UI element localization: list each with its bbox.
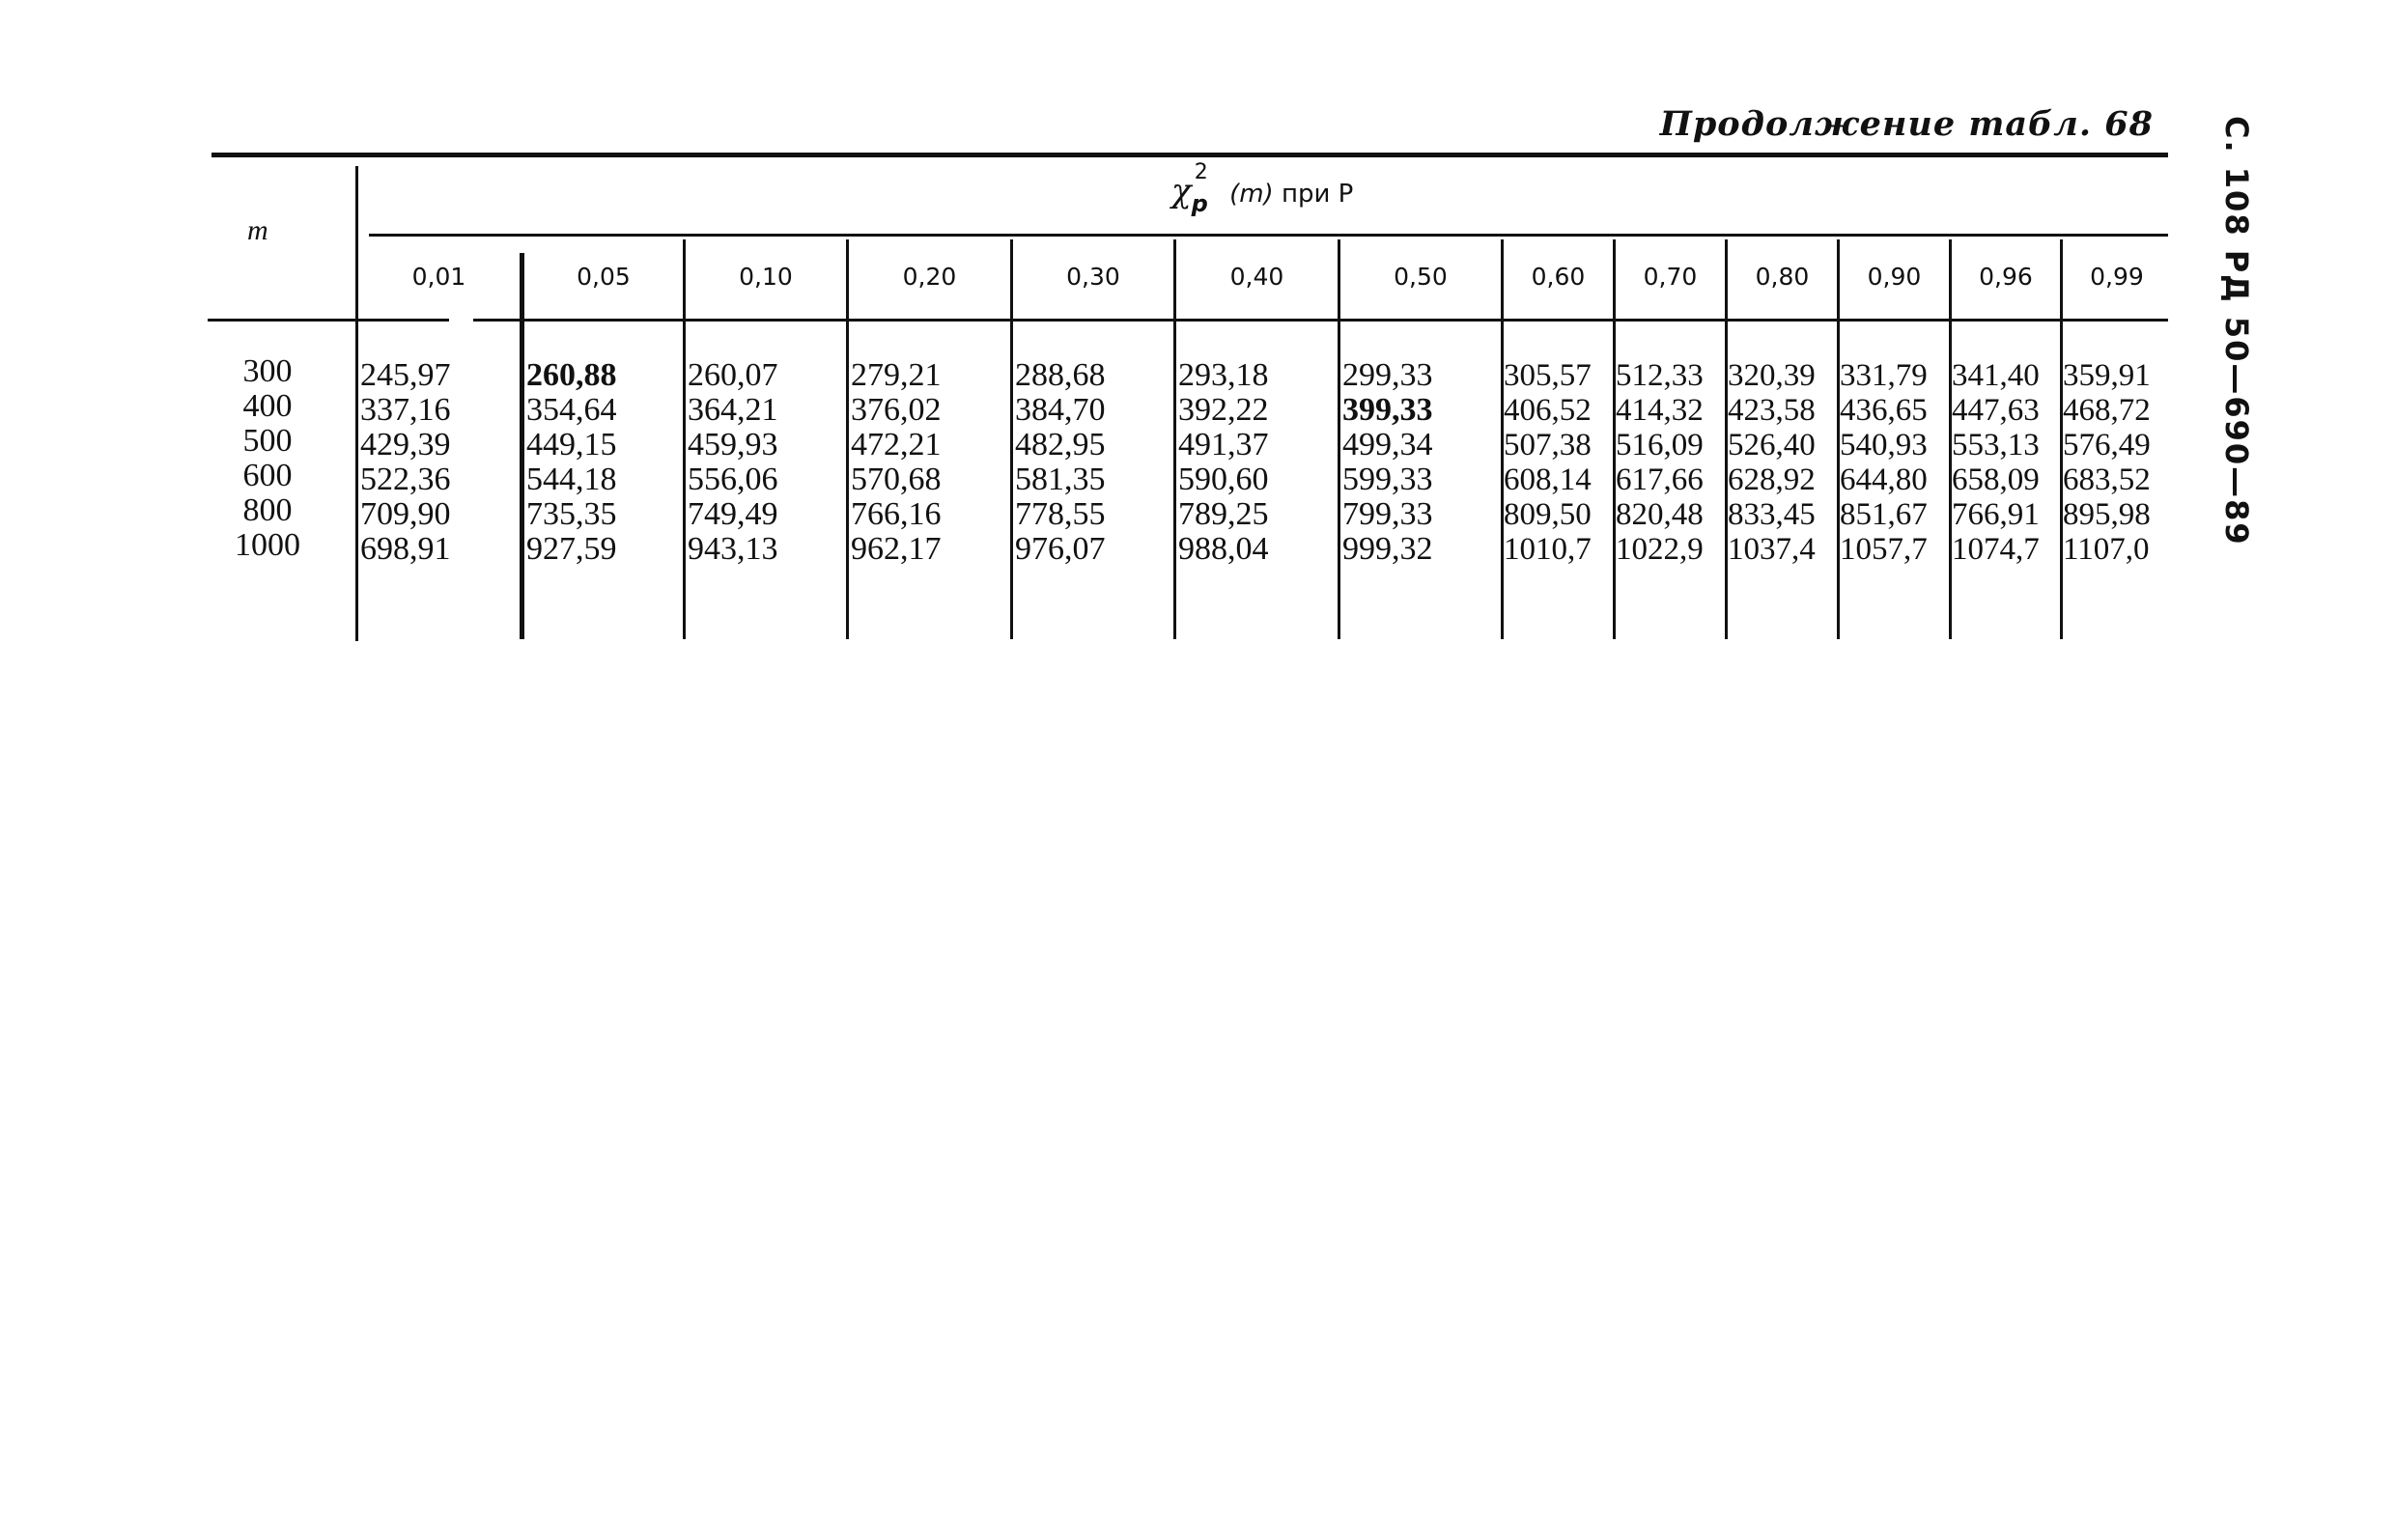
table-cell: 499,34 <box>1342 427 1433 462</box>
table-cell: 617,66 <box>1616 462 1704 497</box>
p-column-header: 0,80 <box>1755 263 1810 291</box>
table-cell: 392,22 <box>1178 392 1269 428</box>
values-column-p-0.20 <box>851 358 942 567</box>
m-value: 800 <box>242 492 293 528</box>
table-cell: 472,21 <box>851 427 942 462</box>
chi-suffix: при P <box>1281 180 1354 209</box>
table-cell: 895,98 <box>2063 497 2151 532</box>
table-cell: 1010,7 <box>1504 532 1592 567</box>
column-separator <box>355 166 358 641</box>
column-separator <box>1010 239 1013 639</box>
values-column-p-0.90 <box>1840 358 1928 567</box>
table-cell: 1057,7 <box>1840 532 1928 567</box>
table-cell: 459,93 <box>688 427 778 462</box>
table-cell: 320,39 <box>1728 358 1816 393</box>
table-cell: 245,97 <box>360 357 451 393</box>
table-cell: 436,65 <box>1840 393 1928 428</box>
table-cell: 491,37 <box>1178 427 1269 462</box>
table-cell: 778,55 <box>1015 496 1106 532</box>
table-cell: 354,64 <box>526 392 617 428</box>
header-bottom-rule-left <box>208 319 449 322</box>
table-cell: 260,88 <box>526 357 617 393</box>
values-column-p-0.50 <box>1342 358 1433 567</box>
table-cell: 540,93 <box>1840 428 1928 462</box>
column-separator <box>520 253 524 639</box>
table-cell: 608,14 <box>1504 462 1592 497</box>
m-value: 400 <box>242 388 293 424</box>
header-divider-rule <box>369 234 2168 237</box>
table-cell: 576,49 <box>2063 428 2151 462</box>
p-column-header: 0,50 <box>1394 263 1448 291</box>
values-column-p-0.70 <box>1616 358 1704 567</box>
values-column-p-0.40 <box>1178 358 1269 567</box>
p-column-header: 0,90 <box>1867 263 1922 291</box>
p-column-header: 0,10 <box>739 263 793 291</box>
row-header-m: m <box>247 214 268 246</box>
table-top-rule <box>211 153 2168 157</box>
column-separator <box>846 239 849 639</box>
values-column-p-0.96 <box>1952 358 2040 567</box>
table-cell: 260,07 <box>688 357 778 393</box>
column-separator <box>683 239 686 639</box>
values-column-p-0.01 <box>360 358 451 567</box>
table-cell: 468,72 <box>2063 393 2151 428</box>
chi-symbol: χ <box>1171 172 1192 210</box>
column-separator <box>1173 239 1176 639</box>
table-cell: 962,17 <box>851 531 942 567</box>
table-cell: 658,09 <box>1952 462 2040 497</box>
p-column-header: 0,40 <box>1229 263 1284 291</box>
chi-subscript: p <box>1191 190 1208 217</box>
table-cell: 789,25 <box>1178 496 1269 532</box>
values-column-p-0.80 <box>1728 358 1816 567</box>
table-cell: 364,21 <box>688 392 778 428</box>
table-cell: 279,21 <box>851 357 942 393</box>
table-cell: 851,67 <box>1840 497 1928 532</box>
table-cell: 1107,0 <box>2063 532 2150 567</box>
table-cell: 581,35 <box>1015 462 1106 497</box>
table-cell: 735,35 <box>526 496 617 532</box>
table-cell: 288,68 <box>1015 357 1106 393</box>
table-cell: 423,58 <box>1728 393 1816 428</box>
table-cell: 507,38 <box>1504 428 1592 462</box>
m-values-column <box>214 354 321 563</box>
table-cell: 809,50 <box>1504 497 1592 532</box>
table-cell: 599,33 <box>1342 462 1433 497</box>
table-cell: 544,18 <box>526 462 617 497</box>
table-cell: 341,40 <box>1952 358 2040 393</box>
table-cell: 766,16 <box>851 496 942 532</box>
table-cell: 399,33 <box>1342 392 1433 428</box>
table-cell: 406,52 <box>1504 393 1592 428</box>
table-cell: 628,92 <box>1728 462 1816 497</box>
m-value: 300 <box>242 353 293 389</box>
table-cell: 570,68 <box>851 462 942 497</box>
table-cell: 447,63 <box>1952 393 2040 428</box>
table-cell: 590,60 <box>1178 462 1269 497</box>
table-cell: 337,16 <box>360 392 451 428</box>
table-cell: 976,07 <box>1015 531 1106 567</box>
values-column-p-0.10 <box>688 358 778 567</box>
table-cell: 927,59 <box>526 531 617 567</box>
table-cell: 820,48 <box>1616 497 1704 532</box>
table-cell: 526,40 <box>1728 428 1816 462</box>
m-value: 600 <box>242 458 293 493</box>
chi-argument: (m) <box>1229 180 1274 209</box>
table-cell: 766,91 <box>1952 497 2040 532</box>
m-value: 1000 <box>235 527 300 563</box>
page-running-header: С. 108 РД 50—690—89 <box>2218 116 2255 546</box>
table-cell: 683,52 <box>2063 462 2151 497</box>
table-cell: 449,15 <box>526 427 617 462</box>
column-separator <box>1338 239 1340 639</box>
table-cell: 749,49 <box>688 496 778 532</box>
table-cell: 299,33 <box>1342 357 1433 393</box>
table-cell: 556,06 <box>688 462 778 497</box>
table-cell: 482,95 <box>1015 427 1106 462</box>
table-cell: 516,09 <box>1616 428 1704 462</box>
p-column-header: 0,70 <box>1643 263 1698 291</box>
table-cell: 522,36 <box>360 462 451 497</box>
values-column-p-0.30 <box>1015 358 1106 567</box>
table-cell: 384,70 <box>1015 392 1106 428</box>
table-cell: 709,90 <box>360 496 451 532</box>
p-column-header: 0,30 <box>1066 263 1120 291</box>
table-cell: 833,45 <box>1728 497 1816 532</box>
table-cell: 1074,7 <box>1952 532 2040 567</box>
table-cell: 1022,9 <box>1616 532 1704 567</box>
table-cell: 429,39 <box>360 427 451 462</box>
table-cell: 293,18 <box>1178 357 1269 393</box>
chi-square-group-header <box>1171 160 1354 217</box>
p-column-header: 0,01 <box>411 263 466 291</box>
table-cell: 943,13 <box>688 531 778 567</box>
table-cell: 359,91 <box>2063 358 2151 393</box>
table-cell: 331,79 <box>1840 358 1928 393</box>
table-caption: Продолжение табл. 68 <box>1659 104 2154 144</box>
p-column-header: 0,05 <box>577 263 631 291</box>
p-column-header: 0,96 <box>1979 263 2033 291</box>
table-cell: 988,04 <box>1178 531 1269 567</box>
header-bottom-rule-right <box>473 319 2168 322</box>
values-column-p-0.99 <box>2063 358 2151 567</box>
table-cell: 698,91 <box>360 531 451 567</box>
chi-superscript: 2 <box>1194 160 1208 184</box>
values-column-p-0.05 <box>526 358 617 567</box>
table-cell: 799,33 <box>1342 496 1433 532</box>
table-cell: 553,13 <box>1952 428 2040 462</box>
p-column-header: 0,99 <box>2090 263 2144 291</box>
table-cell: 644,80 <box>1840 462 1928 497</box>
table-cell: 999,32 <box>1342 531 1433 567</box>
p-column-header: 0,60 <box>1531 263 1586 291</box>
table-cell: 376,02 <box>851 392 942 428</box>
m-value: 500 <box>242 423 293 459</box>
p-column-header: 0,20 <box>902 263 957 291</box>
table-cell: 1037,4 <box>1728 532 1816 567</box>
values-column-p-0.60 <box>1504 358 1592 567</box>
table-cell: 414,32 <box>1616 393 1704 428</box>
table-cell: 512,33 <box>1616 358 1704 393</box>
table-cell: 305,57 <box>1504 358 1592 393</box>
